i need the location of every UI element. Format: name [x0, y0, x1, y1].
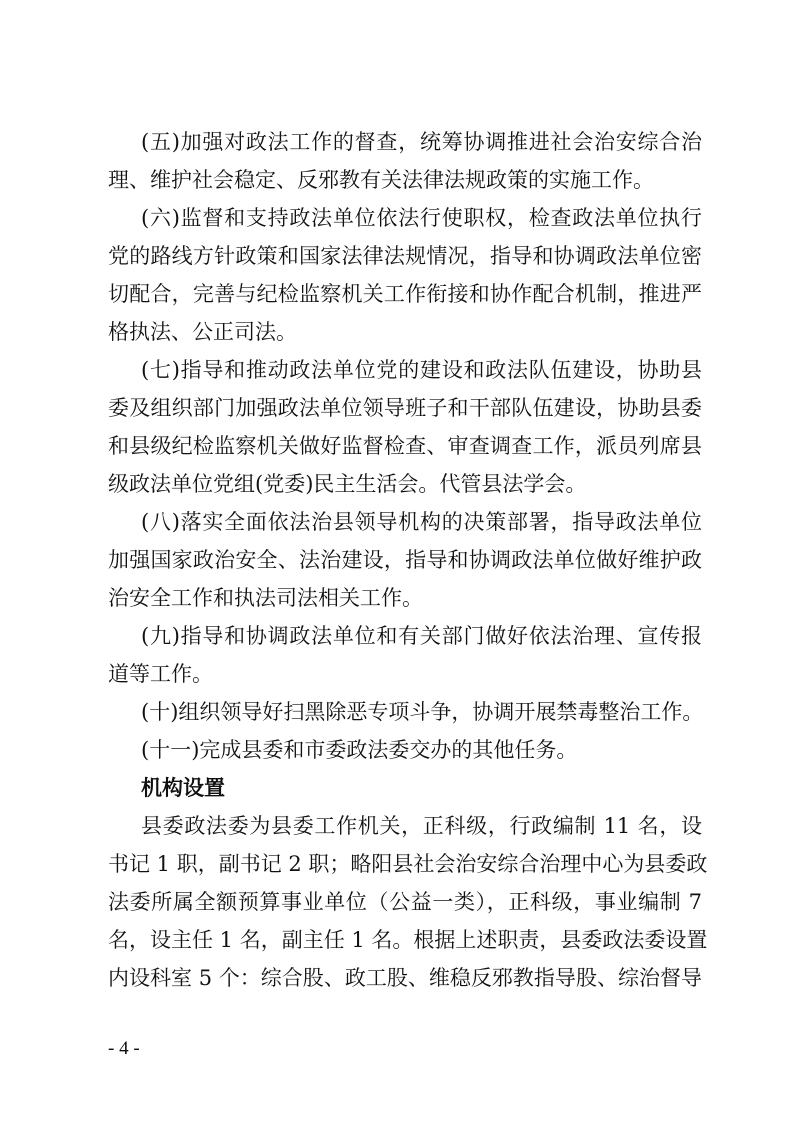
paragraph-5-line: 理、维护社会稳定、反邪教有关法律法规政策的实施工作。 [108, 168, 654, 192]
org-paragraph-line: 名，设主任 1 名，副主任 1 名。根据上述职责，县委政法委设置 [108, 928, 708, 952]
paragraph-8-line: 治安全工作和执法司法相关工作。 [108, 586, 423, 610]
org-paragraph-line: 县委政法委为县委工作机关，正科级，行政编制 11 名，设 [141, 814, 702, 838]
paragraph-6-line: (六)监督和支持政法单位依法行使职权，检查政法单位执行 [141, 206, 702, 230]
document-body [108, 123, 708, 997]
paragraph-8-line: 加强国家政治安全、法治建设，指导和协调政法单位做好维护政 [108, 548, 702, 572]
section-heading: 机构设置 [141, 776, 225, 800]
paragraph-6-line: 切配合，完善与纪检监察机关工作衔接和协作配合机制，推进严 [108, 282, 702, 306]
paragraph-9-line: 道等工作。 [108, 662, 213, 686]
paragraph-6-line: 格执法、公正司法。 [108, 320, 297, 344]
paragraph-10-line: (十)组织领导好扫黑除恶专项斗争，协调开展禁毒整治工作。 [141, 700, 704, 724]
paragraph-9-line: (九)指导和协调政法单位和有关部门做好依法治理、宣传报 [141, 624, 702, 648]
paragraph-7-line: 级政法单位党组(党委)民主生活会。代管县法学会。 [108, 472, 587, 496]
paragraph-8-line: (八)落实全面依法治县领导机构的决策部署，指导政法单位 [141, 510, 702, 534]
org-paragraph-line: 书记 1 职，副书记 2 职；略阳县社会治安综合治理中心为县委政 [108, 852, 708, 876]
paragraph-7-line: (七)指导和推动政法单位党的建设和政法队伍建设，协助县 [141, 358, 702, 382]
paragraph-11-line: (十一)完成县委和市委政法委交办的其他任务。 [141, 738, 578, 762]
paragraph-7-line: 和县级纪检监察机关做好监督检查、审查调查工作，派员列席县 [108, 434, 702, 458]
paragraph-6-line: 党的路线方针政策和国家法律法规情况，指导和协调政法单位密 [108, 244, 702, 268]
org-paragraph-line: 法委所属全额预算事业单位（公益一类），正科级，事业编制 7 [108, 890, 702, 914]
paragraph-7-line: 委及组织部门加强政法单位领导班子和干部队伍建设，协助县委 [108, 396, 702, 420]
page-number: - 4 - [108, 1038, 140, 1059]
paragraph-5-line: (五)加强对政法工作的督查，统筹协调推进社会治安综合治 [141, 130, 702, 154]
org-paragraph-line: 内设科室 5 个：综合股、政工股、维稳反邪教指导股、综治督导 [108, 966, 702, 990]
